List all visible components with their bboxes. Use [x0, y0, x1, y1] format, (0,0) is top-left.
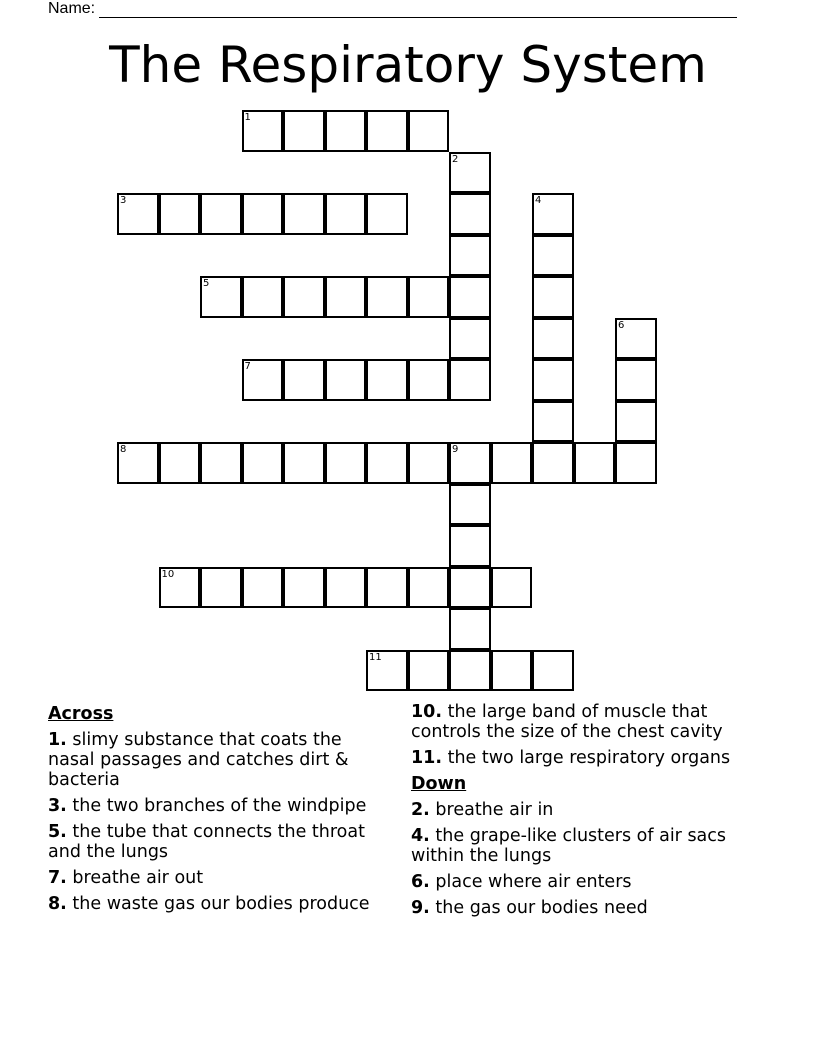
grid-cell[interactable]	[532, 193, 574, 235]
grid-cell[interactable]	[449, 193, 491, 235]
grid-cell[interactable]	[117, 193, 159, 235]
grid-cell[interactable]	[532, 235, 574, 277]
grid-cell[interactable]	[366, 276, 408, 318]
grid-cell[interactable]	[242, 110, 284, 152]
cell-number: 7	[244, 361, 251, 372]
clue-number: 4.	[411, 826, 430, 846]
clue-text: place where air enters	[435, 872, 632, 892]
clue-text: the large band of muscle that controls the size of the chest cavity	[411, 702, 723, 742]
clue-down-6	[411, 872, 776, 892]
grid-cell[interactable]	[325, 193, 367, 235]
grid-cell[interactable]	[242, 442, 284, 484]
grid-cell[interactable]	[491, 442, 533, 484]
clue-text: slimy substance that coats the nasal passages and catches dirt & bacteria	[48, 730, 349, 790]
grid-cell[interactable]	[449, 152, 491, 194]
clue-text: the waste gas our bodies produce	[72, 894, 370, 914]
clue-across-7	[48, 868, 378, 888]
grid-cell[interactable]	[449, 235, 491, 277]
across-heading: Across	[48, 704, 114, 724]
grid-cell[interactable]	[283, 442, 325, 484]
clue-number: 2.	[411, 800, 430, 820]
grid-cell[interactable]	[159, 193, 201, 235]
clue-number: 7.	[48, 868, 67, 888]
grid-cell[interactable]	[408, 110, 450, 152]
clue-number: 5.	[48, 822, 67, 842]
grid-cell[interactable]	[283, 359, 325, 401]
grid-cell[interactable]	[449, 525, 491, 567]
grid-cell[interactable]	[283, 193, 325, 235]
grid-cell[interactable]	[532, 318, 574, 360]
grid-cell[interactable]	[325, 442, 367, 484]
clue-text: the tube that connects the throat and the lungs	[48, 822, 365, 862]
grid-cell[interactable]	[366, 359, 408, 401]
grid-cell[interactable]	[242, 276, 284, 318]
grid-cell[interactable]	[408, 650, 450, 692]
grid-cell[interactable]	[159, 442, 201, 484]
clue-down-9	[411, 898, 776, 918]
cell-number: 2	[452, 153, 459, 165]
clue-across-11	[411, 748, 776, 768]
grid-cell[interactable]	[615, 318, 657, 360]
grid-cell[interactable]	[408, 442, 450, 484]
clue-text: the two branches of the windpipe	[72, 796, 367, 816]
clue-text: breathe air in	[435, 800, 554, 820]
clue-number: 3.	[48, 796, 67, 816]
clue-number: 6.	[411, 872, 430, 892]
clue-number: 11.	[411, 748, 443, 768]
grid-cell[interactable]	[325, 110, 367, 152]
clue-across-10	[411, 702, 776, 742]
grid-cell[interactable]	[532, 401, 574, 443]
grid-cell[interactable]	[325, 567, 367, 609]
grid-cell[interactable]	[159, 567, 201, 609]
cell-number: 8	[120, 444, 127, 455]
clue-number: 8.	[48, 894, 67, 914]
grid-cell[interactable]	[449, 276, 491, 318]
cell-number: 5	[203, 278, 210, 289]
down-heading: Down	[411, 774, 467, 794]
grid-cell[interactable]	[615, 442, 657, 484]
clue-text: the two large respiratory organs	[447, 748, 731, 768]
cell-number: 10	[161, 568, 175, 580]
grid-cell[interactable]	[283, 110, 325, 152]
grid-cell[interactable]	[615, 401, 657, 443]
cell-number: 4	[535, 195, 542, 206]
grid-cell[interactable]	[408, 276, 450, 318]
grid-cell[interactable]	[491, 567, 533, 609]
cell-number: 1	[244, 112, 251, 123]
cell-number: 6	[618, 319, 625, 331]
clue-across-5	[48, 822, 378, 862]
grid-cell[interactable]	[366, 193, 408, 235]
grid-cell[interactable]	[242, 359, 284, 401]
cell-number: 3	[120, 195, 127, 206]
clue-across-3	[48, 796, 378, 816]
grid-cell[interactable]	[366, 650, 408, 692]
grid-cell[interactable]	[366, 442, 408, 484]
grid-cell[interactable]	[200, 442, 242, 484]
grid-cell[interactable]	[532, 359, 574, 401]
clue-across-8	[48, 894, 378, 914]
grid-cell[interactable]	[117, 442, 159, 484]
clue-number: 1.	[48, 730, 67, 750]
clue-down-4	[411, 826, 776, 866]
grid-cell[interactable]	[449, 359, 491, 401]
grid-cell[interactable]	[574, 442, 616, 484]
grid-cell[interactable]	[615, 359, 657, 401]
grid-cell[interactable]	[532, 276, 574, 318]
grid-cell[interactable]	[449, 442, 491, 484]
grid-cell[interactable]	[283, 567, 325, 609]
cell-number: 11	[369, 651, 382, 663]
grid-cell[interactable]	[325, 276, 367, 318]
page-title: The Respiratory System	[109, 36, 707, 94]
grid-cell[interactable]	[200, 567, 242, 609]
clue-number: 9.	[411, 898, 430, 918]
grid-cell[interactable]	[242, 193, 284, 235]
grid-cell[interactable]	[325, 359, 367, 401]
clue-text: breathe air out	[72, 868, 204, 888]
grid-cell[interactable]	[449, 608, 491, 650]
grid-cell[interactable]	[408, 567, 450, 609]
grid-cell[interactable]	[242, 567, 284, 609]
grid-cell[interactable]	[532, 442, 574, 484]
name-label: Name:	[48, 0, 96, 17]
cell-number: 9	[452, 444, 459, 455]
grid-cell[interactable]	[449, 650, 491, 692]
grid-cell[interactable]	[283, 276, 325, 318]
grid-cell[interactable]	[449, 484, 491, 526]
clue-across-1	[48, 730, 378, 790]
clue-text: the gas our bodies need	[435, 898, 648, 918]
clues-right-column	[411, 702, 776, 924]
grid-cell[interactable]	[200, 193, 242, 235]
grid-cell[interactable]	[408, 359, 450, 401]
clue-text: the grape-like clusters of air sacs within the lungs	[411, 826, 727, 866]
grid-cell[interactable]	[366, 110, 408, 152]
grid-cell[interactable]	[200, 276, 242, 318]
clue-number: 10.	[411, 702, 443, 722]
grid-cell[interactable]	[449, 567, 491, 609]
grid-cell[interactable]	[366, 567, 408, 609]
grid-cell[interactable]	[449, 318, 491, 360]
clues-left-column	[48, 702, 378, 920]
clue-down-2	[411, 800, 776, 820]
grid-cell[interactable]	[491, 650, 533, 692]
grid-cell[interactable]	[532, 650, 574, 692]
